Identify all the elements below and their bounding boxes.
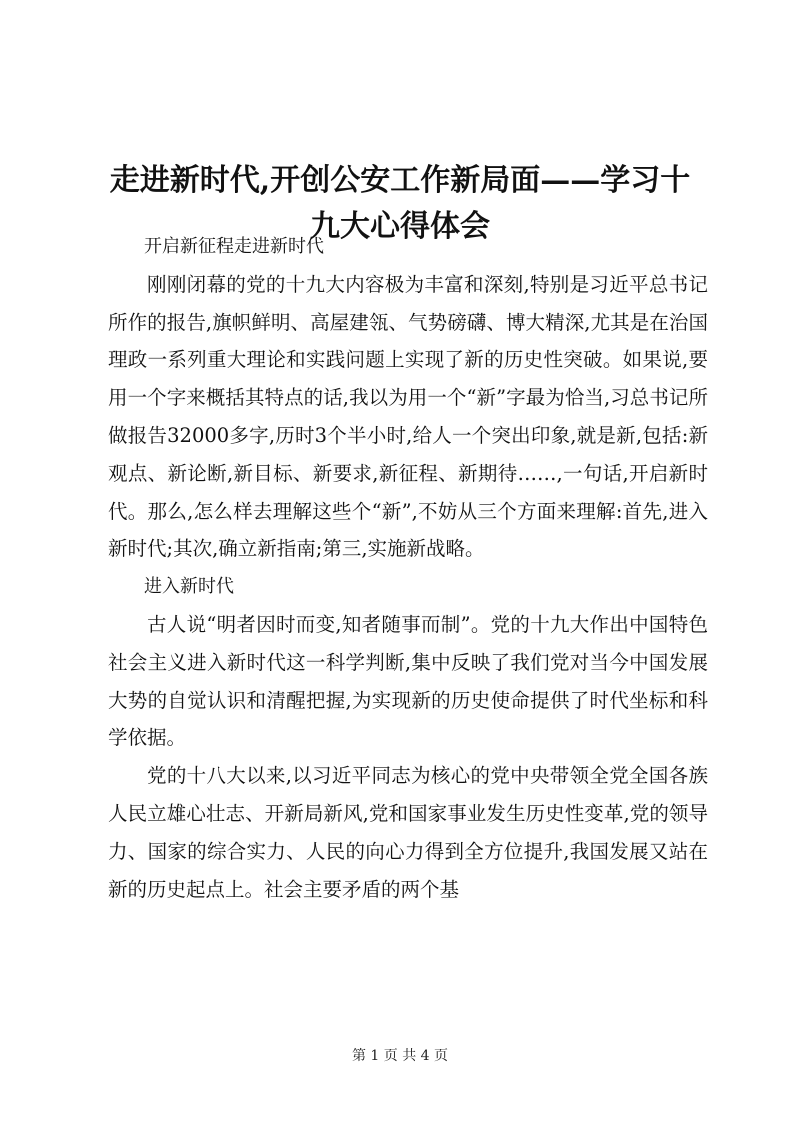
paragraph-3: 党的十八大以来,以习近平同志为核心的党中央带领全党全国各族人民立雄心壮志、开新局新风,党和国家事业发生历史性变革,党的领导力、国家的综合实力、人民的向心力得到全方位提升,我国发展又站在新的历史起点上。社会主要矛盾的两个基 <box>108 764 708 901</box>
paragraph-1: 刚刚闭幕的党的十九大内容极为丰富和深刻,特别是习近平总书记所作的报告,旗帜鲜明、高屋建瓴、气势磅礴、博大精深,尤其是在治国理政一系列重大理论和实践问题上实现了新的历史性突破。如果说,要用一个字来概括其特点的话,我以为用一个“新”字最为恰当,习总书记所做报告32000多字,历时3个半小时,给人一个突出印象,就是新,包括:新观点、新论断,新目标、新要求,新征程、新期待……,一句话,开启新时代。那么,怎么样去理解这些个“新”,不妨从三个方面来理解:首先,进入新时代;其次,确立新指南;第三,实施新战略。 <box>108 272 708 561</box>
page-footer <box>0 1045 800 1065</box>
title-line-2: 九大心得体会 <box>310 209 490 245</box>
title-line-1: 走进新时代,开创公安工作新局面——学习十 <box>109 163 691 199</box>
section-heading-2: 进入新时代 <box>144 576 234 598</box>
document-body <box>108 228 708 908</box>
page-number-indicator: 第 1 页 共 4 页 <box>351 1048 449 1064</box>
section-heading-1: 开启新征程走进新时代 <box>144 236 324 257</box>
paragraph-2: 古人说“明者因时而变,知者随事而制”。党的十九大作出中国特色社会主义进入新时代这一科学判断,集中反映了我们党对当今中国发展大势的自觉认识和清醒把握,为实现新的历史使命提供了时代坐标和科学依据。 <box>108 612 708 750</box>
